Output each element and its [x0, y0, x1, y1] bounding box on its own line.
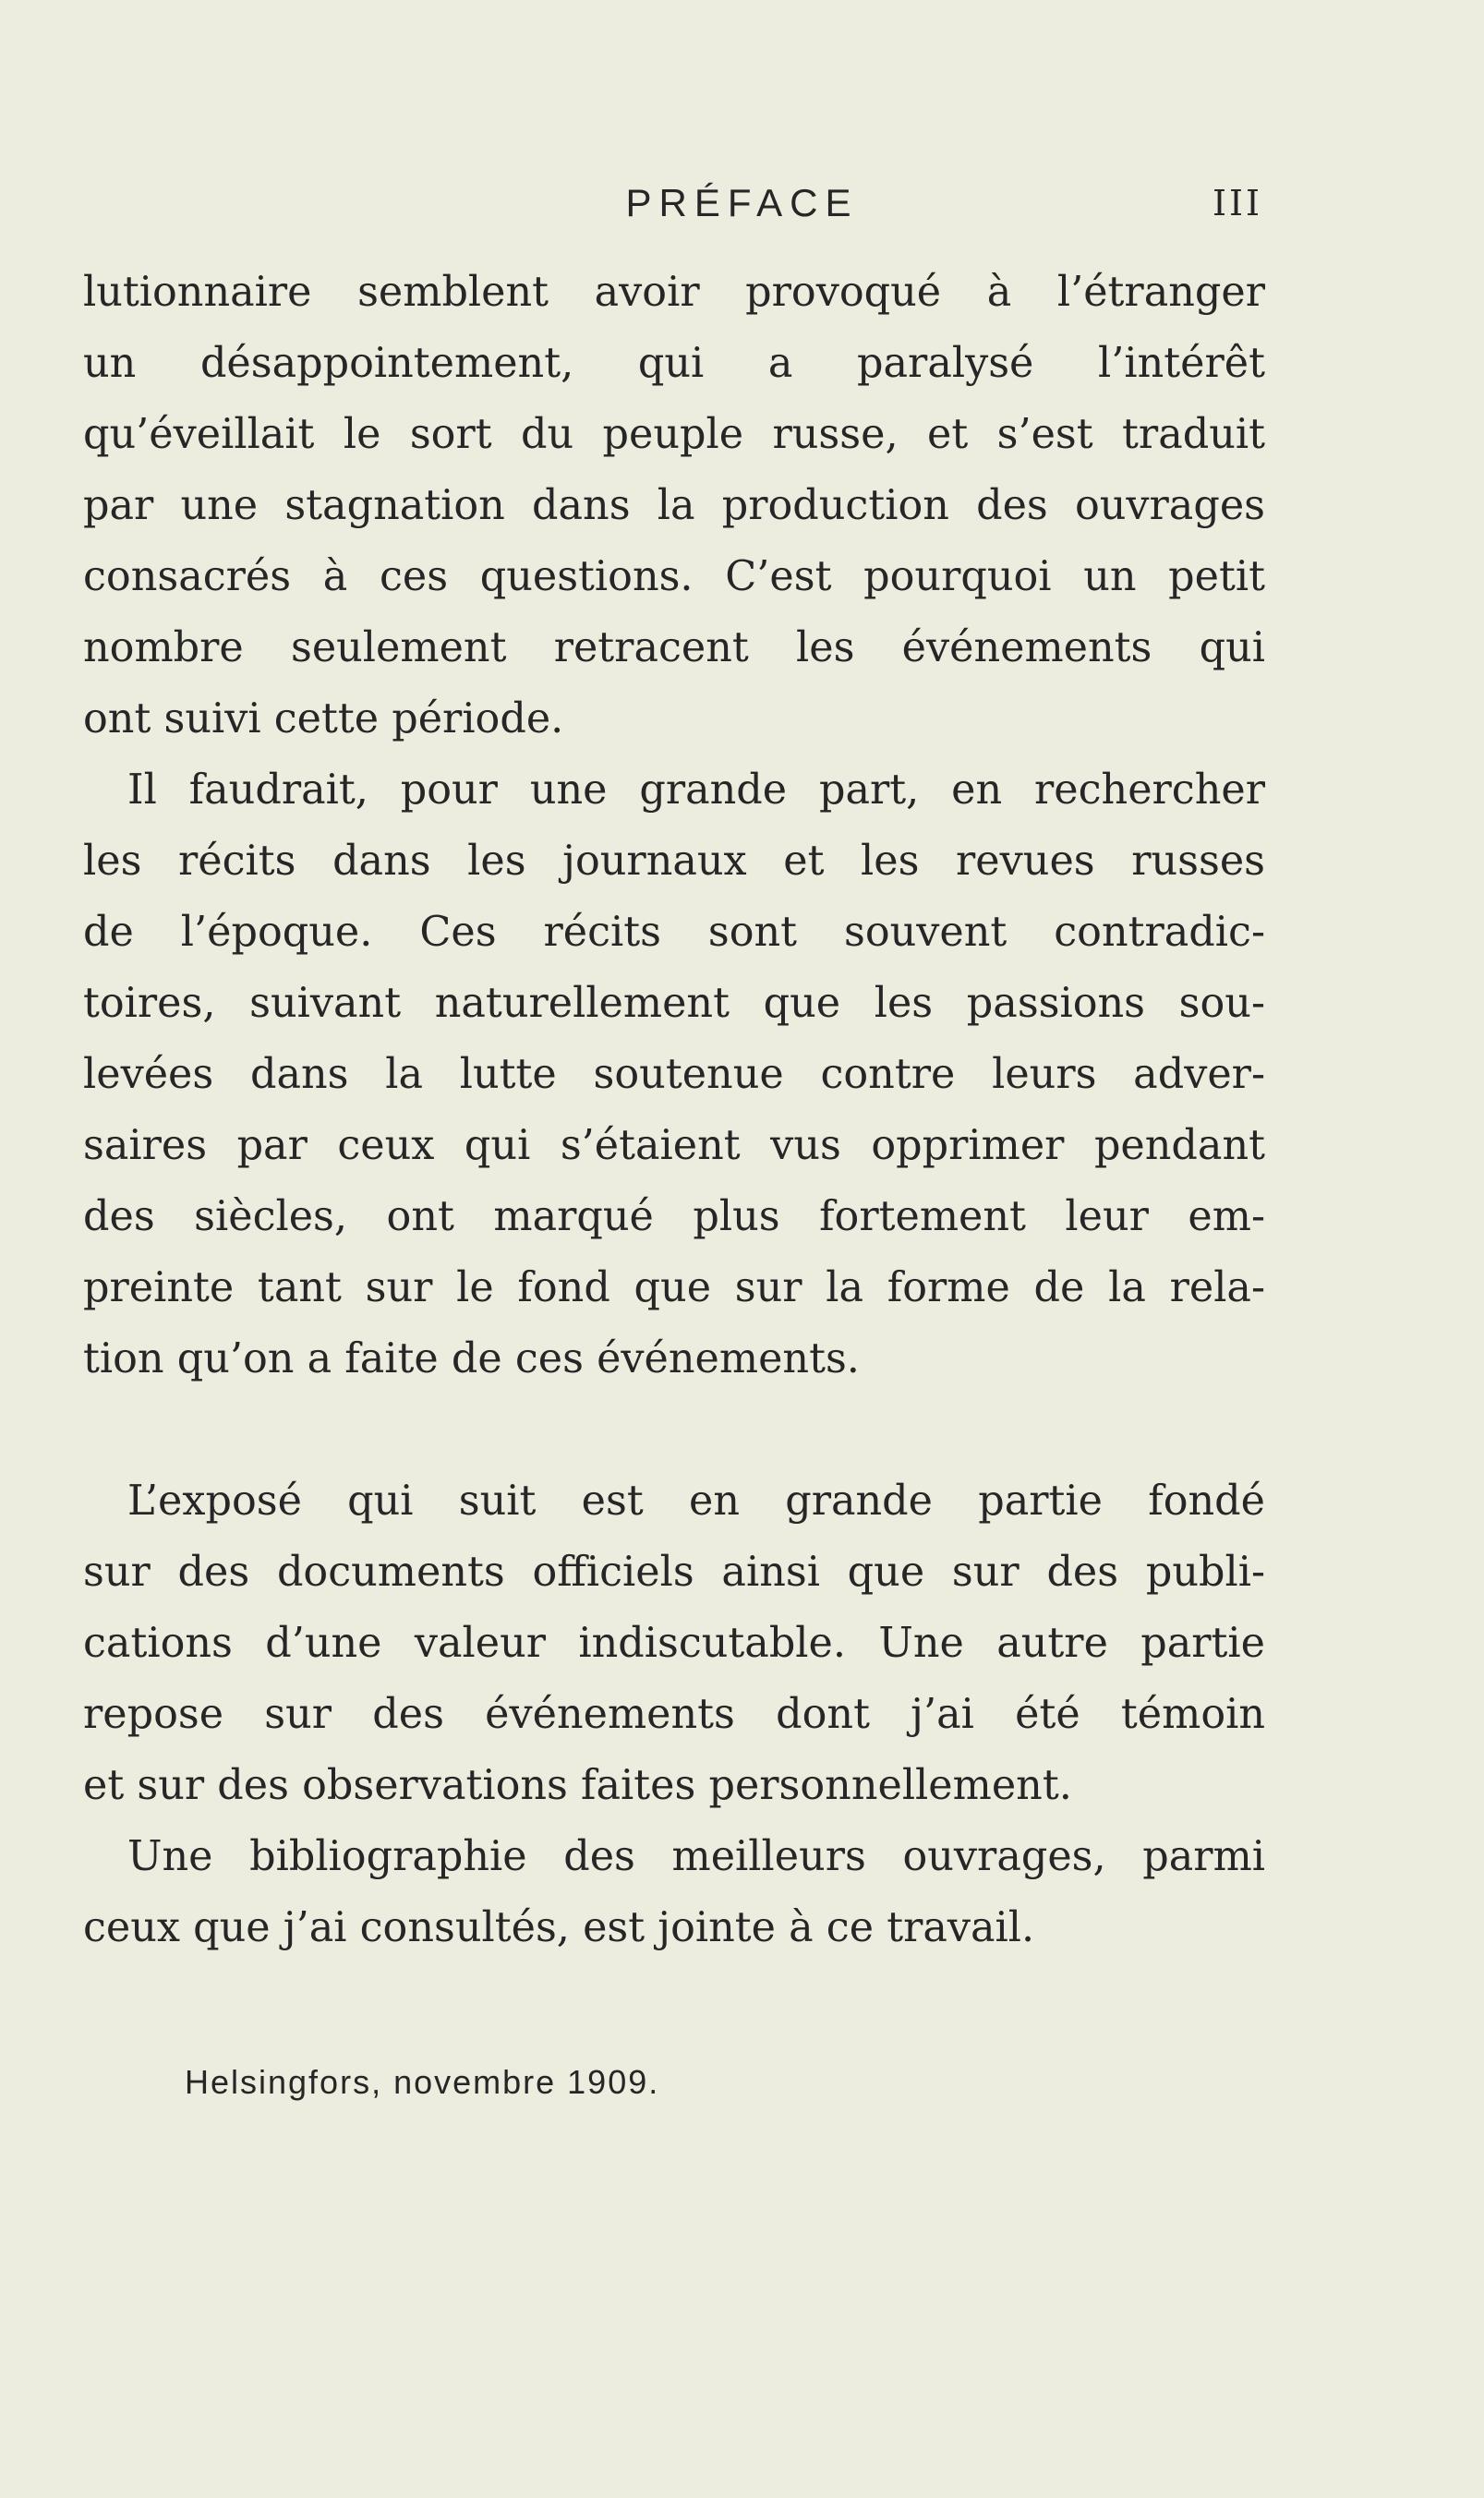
text-line: L’exposé qui suit est en grande partie fondé	[127, 1478, 1265, 1525]
chapter-title: PRÉFACE	[625, 181, 859, 224]
text-line: levées dans la lutte soutenue contre leurs adver-	[83, 1051, 1265, 1098]
text-line: cations d’une valeur indiscutable. Une autre partie	[83, 1620, 1265, 1667]
text-line: de l’époque. Ces récits sont souvent contradic-	[83, 909, 1265, 956]
paragraph-3	[83, 1466, 1265, 1821]
text-line: les récits dans les journaux et les revues russes	[83, 838, 1265, 885]
text-line: Une bibliographie des meilleurs ouvrages, parmi	[127, 1833, 1265, 1880]
text-line: ont suivi cette période.	[83, 695, 564, 742]
place-date-signature: Helsingfors, novembre 1909.	[185, 2063, 660, 2101]
paragraph-4	[83, 1821, 1265, 1963]
text-line: tion qu’on a faite de ces événements.	[83, 1335, 860, 1382]
page-number: III	[1212, 183, 1262, 223]
text-line: ceux que j’ai consultés, est jointe à ce travail.	[83, 1904, 1035, 1951]
text-line: lutionnaire semblent avoir provoqué à l’étranger	[83, 269, 1265, 316]
text-line: des siècles, ont marqué plus fortement leur em-	[83, 1193, 1265, 1240]
text-line: repose sur des événements dont j’ai été témoin	[83, 1691, 1265, 1738]
text-line: nombre seulement retracent les événements qui	[83, 624, 1265, 671]
text-line: toires, suivant naturellement que les passions sou-	[83, 980, 1265, 1027]
text-line: preinte tant sur le fond que sur la forme de la rela-	[83, 1264, 1265, 1311]
text-line: Il faudrait, pour une grande part, en rechercher	[127, 766, 1265, 814]
text-line: saires par ceux qui s’étaient vus opprimer pendant	[83, 1122, 1265, 1169]
text-line: par une stagnation dans la production des ouvrages	[83, 482, 1265, 529]
paragraph-2	[83, 754, 1265, 1394]
text-line: qu’éveillait le sort du peuple russe, et s’est traduit	[83, 411, 1265, 458]
text-line: et sur des observations faites personnellement.	[83, 1762, 1072, 1809]
paragraph-spacer	[83, 1394, 1265, 1466]
body-text	[83, 257, 1265, 1963]
text-line: consacrés à ces questions. C’est pourquoi un petit	[83, 553, 1265, 600]
running-head	[0, 175, 1484, 231]
text-line: un désappointement, qui a paralysé l’intérêt	[83, 340, 1265, 387]
paragraph-1	[83, 257, 1265, 754]
text-line: sur des documents officiels ainsi que sur des publi-	[83, 1549, 1265, 1596]
